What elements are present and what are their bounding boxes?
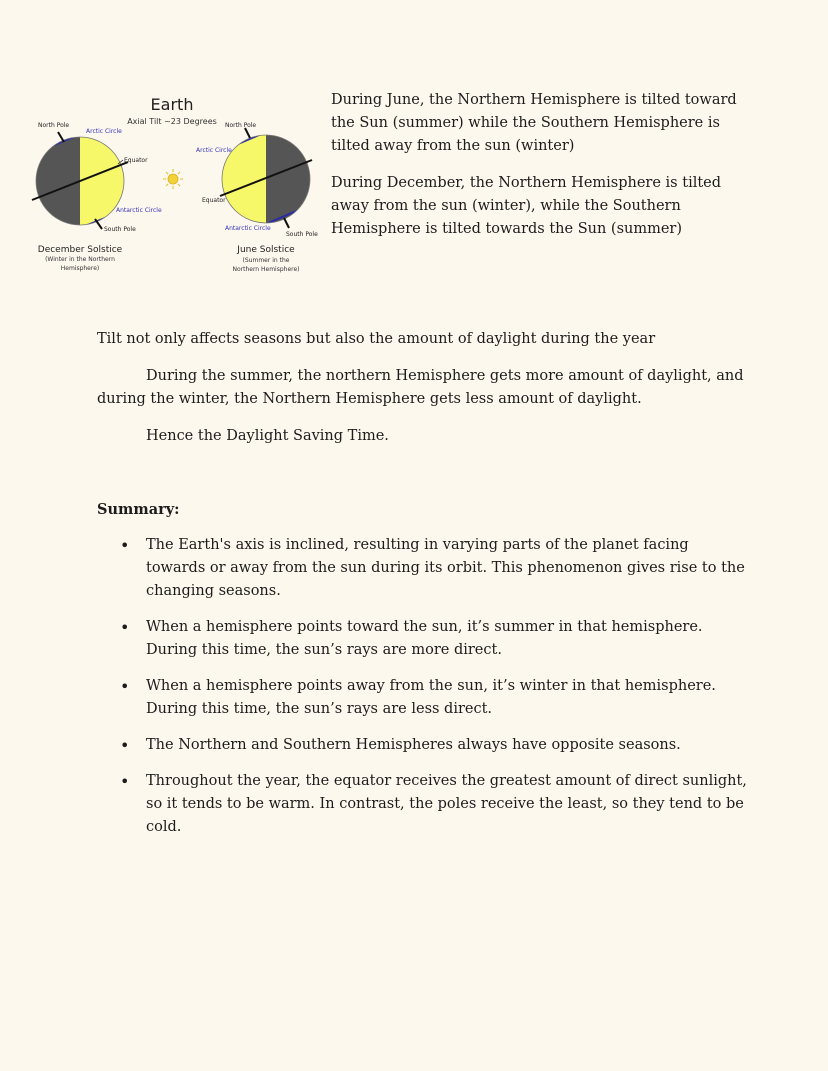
label-south-pole: South Pole [104, 226, 136, 233]
label-arctic-circle: Arctic Circle [196, 147, 232, 154]
label-south-pole: South Pole [286, 231, 318, 238]
summary-item: • Throughout the year, the equator receives the greatest amount of direct sunlight, so it tends to be warm. In contrast, the poles receive the least, so they tend to be cold. [97, 770, 747, 839]
summary-item: • When a hemisphere points toward the sun, it’s summer in that hemisphere. During this time, the sun’s rays are more direct. [97, 616, 747, 662]
june-paragraph: During June, the Northern Hemisphere is tilted toward the Sun (summer) while the Southern Hemisphere is tilted away from the sun (winter) [331, 92, 737, 154]
north-pole-marker [245, 128, 250, 138]
label-equator: Equator [124, 157, 148, 164]
summary-heading: Summary: [97, 501, 180, 518]
june-caption-title: June Solstice [237, 245, 295, 255]
december-paragraph: During December, the Northern Hemisphere is tilted away from the sun (winter), while the Southern Hemisphere is tilted towards the Sun (summer) [331, 175, 722, 237]
dark-side [266, 128, 326, 238]
sun-icon [163, 169, 183, 189]
earth-tilt-diagram [30, 88, 330, 288]
lit-side [210, 128, 266, 238]
body-section [97, 328, 747, 462]
june-caption-line1: (Summer in the [242, 257, 290, 264]
summary-item: • The Northern and Southern Hemispheres always have opposite seasons. [97, 734, 747, 757]
tilt-daylight-paragraph: Tilt not only affects seasons but also the amount of daylight during the year [97, 331, 656, 347]
axial-tilt-label: Axial Tilt ~23 Degrees [127, 117, 217, 126]
label-arctic-circle: Arctic Circle [86, 128, 122, 135]
lit-side [80, 128, 140, 238]
december-caption-line2: Hemisphere) [60, 265, 100, 272]
north-pole-marker [58, 132, 64, 142]
june-globe [196, 122, 326, 273]
summary-list [97, 534, 747, 852]
label-equator: Equator [202, 197, 226, 204]
label-antarctic-circle: Antarctic Circle [225, 225, 271, 232]
june-caption-line2: Northern Hemisphere) [232, 266, 300, 273]
label-north-pole: North Pole [38, 122, 70, 129]
summary-item: • When a hemisphere points away from the sun, it’s winter in that hemisphere. During this time, the sun’s rays are less direct. [97, 675, 747, 721]
south-pole-marker [284, 218, 289, 228]
earth-tilt-figure [30, 88, 330, 288]
summary-item: • The Earth's axis is inclined, resulting in varying parts of the planet facing towards or away from the sun during its orbit. This phenomenon gives rise to the changing seasons. [97, 534, 747, 603]
december-caption-line1: (Winter in the Northern [45, 256, 115, 263]
daylight-saving-paragraph: Hence the Daylight Saving Time. [146, 428, 389, 444]
label-antarctic-circle: Antarctic Circle [116, 207, 162, 214]
daylight-paragraph: During the summer, the northern Hemisphere gets more amount of daylight, and during the winter, the Northern Hemisphere gets less amount of daylight. [97, 368, 744, 407]
december-globe [30, 122, 162, 272]
figure-title: Earth [150, 95, 194, 114]
solstice-explanation [331, 89, 741, 255]
december-caption-title: December Solstice [37, 245, 123, 255]
label-north-pole: North Pole [225, 122, 257, 129]
